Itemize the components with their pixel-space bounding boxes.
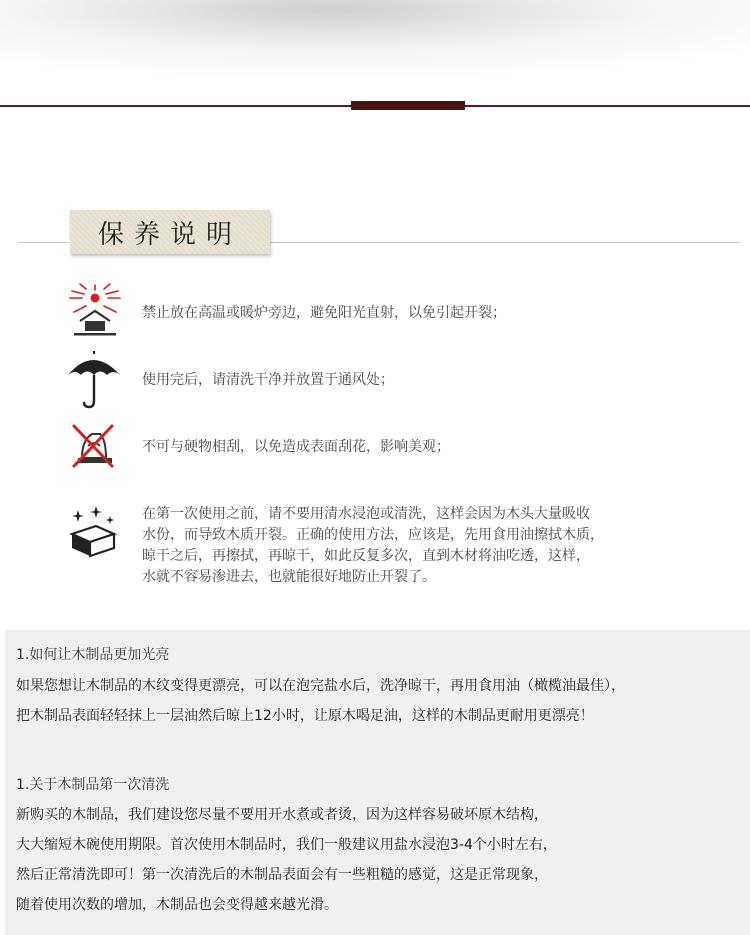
faq-heading: 1.如何让木制品更加光亮: [16, 647, 170, 663]
care-text: 使用完后，请清洗干净并放置于通风处；: [142, 372, 394, 388]
faq-paragraph-line: 如果您想让木制品的木纹变得更漂亮，可以在泡完盐水后，洗净晾干，再用食用油（橄榄油最佳），: [16, 678, 625, 694]
faq-paragraph-line: 然后正常清洗即可！第一次清洗后的木制品表面会有一些粗糙的感觉，这是正常现象，: [16, 867, 548, 883]
umbrella-icon: [66, 351, 124, 409]
faq-paragraph-line: 大大缩短木碗使用期限。首次使用木制品时，我们一般建议用盐水浸泡3-4个小时左右，: [16, 837, 557, 853]
heat-sun-icon: [66, 283, 124, 341]
section-title: 保养说明: [97, 219, 242, 250]
faq-paragraph-line: 把木制品表面轻轻抹上一层油然后晾上12小时，让原木喝足油，这样的木制品更耐用更漂亮！: [16, 708, 594, 724]
faq-paragraph-line: 新购买的木制品，我们建设您尽量不要用开水煮或者烫，因为这样容易破坏原木结构，: [16, 807, 548, 823]
care-text: 不可与硬物相刮，以免造成表面刮花，影响美观；: [142, 439, 450, 455]
care-text-multiline: 在第一次使用之前，请不要用清水浸泡或清洗，这样会因为木头大量吸收 水份，而导致木质开裂。正确的使用方法，应该是，先用食用油擦拭木质， 晾干之后，再擦拭，再晾干，如此反复多次，直到木材将油吃透，这样， 水就不容易渗进去，也就能很好地防止开裂了。: [142, 506, 604, 585]
faq-heading: 1.关于木制品第一次清洗: [16, 777, 170, 793]
no-scratch-icon: [66, 418, 124, 476]
header-shadow-image: [0, 0, 750, 100]
header-divider-accent: [351, 101, 465, 110]
care-text: 禁止放在高温或暖炉旁边，避免阳光直射，以免引起开裂；: [142, 305, 506, 321]
faq-box: [5, 630, 750, 935]
faq-paragraph-line: 随着使用次数的增加，木制品也会变得越来越光滑。: [16, 897, 338, 913]
sparkle-wood-icon: [66, 504, 124, 562]
section-title-badge: [70, 210, 270, 254]
